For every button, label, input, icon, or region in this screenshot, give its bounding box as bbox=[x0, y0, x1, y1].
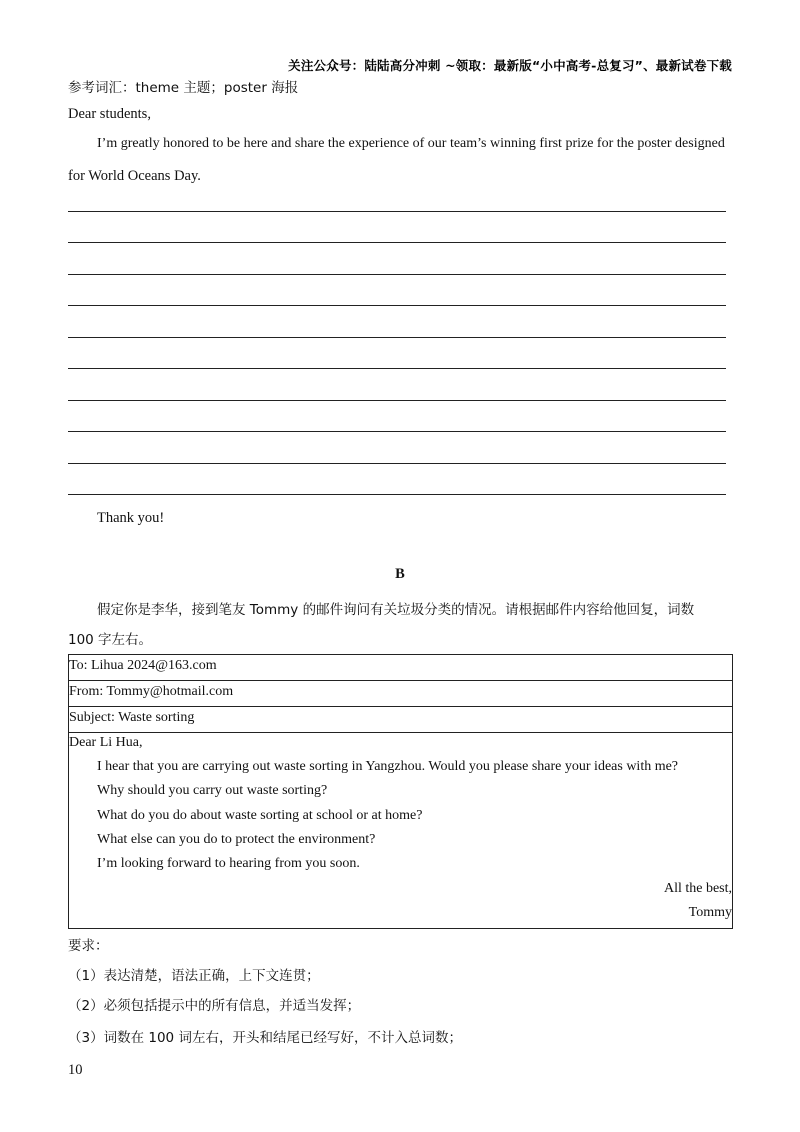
page-number: 10 bbox=[68, 1062, 83, 1078]
writing-line[interactable] bbox=[68, 211, 726, 212]
letter-opening-line-1: I’m greatly honored to be here and share the experience of our team’s winning first prize for the poster designed bbox=[97, 136, 725, 151]
page-header: 关注公众号：陆陆高分冲刺 ~领取：最新版“小中高考-总复习”、最新试卷下载 bbox=[288, 58, 732, 73]
writing-line[interactable] bbox=[68, 305, 726, 306]
writing-line[interactable] bbox=[68, 431, 726, 432]
email-body-line-2: Why should you carry out waste sorting? bbox=[97, 783, 328, 798]
email-body-line-5: I’m looking forward to hearing from you soon. bbox=[97, 856, 360, 871]
section-b-label: B bbox=[395, 566, 405, 582]
section-b-prompt-line-1: 假定你是李华，接到笔友 Tommy 的邮件询问有关垃圾分类的情况。请根据邮件内容给他回复，词数 bbox=[97, 602, 695, 618]
writing-line[interactable] bbox=[68, 463, 726, 464]
vocabulary-hint: 参考词汇：theme 主题；poster 海报 bbox=[68, 80, 299, 96]
letter-closing: Thank you! bbox=[97, 510, 165, 526]
requirements-title: 要求： bbox=[68, 938, 109, 954]
requirement-item-2: （2）必须包括提示中的所有信息，并适当发挥； bbox=[68, 998, 361, 1014]
writing-line[interactable] bbox=[68, 368, 726, 369]
email-subject: Subject: Waste sorting bbox=[69, 707, 733, 733]
email-signature: Tommy bbox=[688, 905, 732, 920]
email-body-line-1: I hear that you are carrying out waste sorting in Yangzhou. Would you please share your ideas with me? bbox=[97, 759, 679, 774]
email-signoff: All the best, bbox=[663, 881, 732, 896]
writing-line[interactable] bbox=[68, 494, 726, 495]
email-from: From: Tommy@hotmail.com bbox=[69, 681, 733, 707]
email-to: To: Lihua 2024@163.com bbox=[69, 655, 733, 681]
section-b-prompt-line-2: 100 字左右。 bbox=[68, 632, 153, 648]
writing-line[interactable] bbox=[68, 274, 726, 275]
email-body-line-3: What do you do about waste sorting at school or at home? bbox=[97, 808, 423, 823]
email-salutation: Dear Li Hua, bbox=[69, 735, 143, 750]
requirement-item-3: （3）词数在 100 词左右，开头和结尾已经写好，不计入总词数； bbox=[68, 1030, 462, 1046]
email-box bbox=[68, 654, 733, 929]
email-body-line-4: What else can you do to protect the environment? bbox=[97, 832, 376, 847]
writing-line[interactable] bbox=[68, 337, 726, 338]
letter-salutation: Dear students, bbox=[68, 106, 151, 122]
writing-line[interactable] bbox=[68, 242, 726, 243]
requirement-item-1: （1）表达清楚，语法正确，上下文连贯； bbox=[68, 968, 320, 984]
letter-opening-line-2: for World Oceans Day. bbox=[68, 168, 201, 184]
email-body bbox=[69, 733, 733, 929]
writing-line[interactable] bbox=[68, 400, 726, 401]
